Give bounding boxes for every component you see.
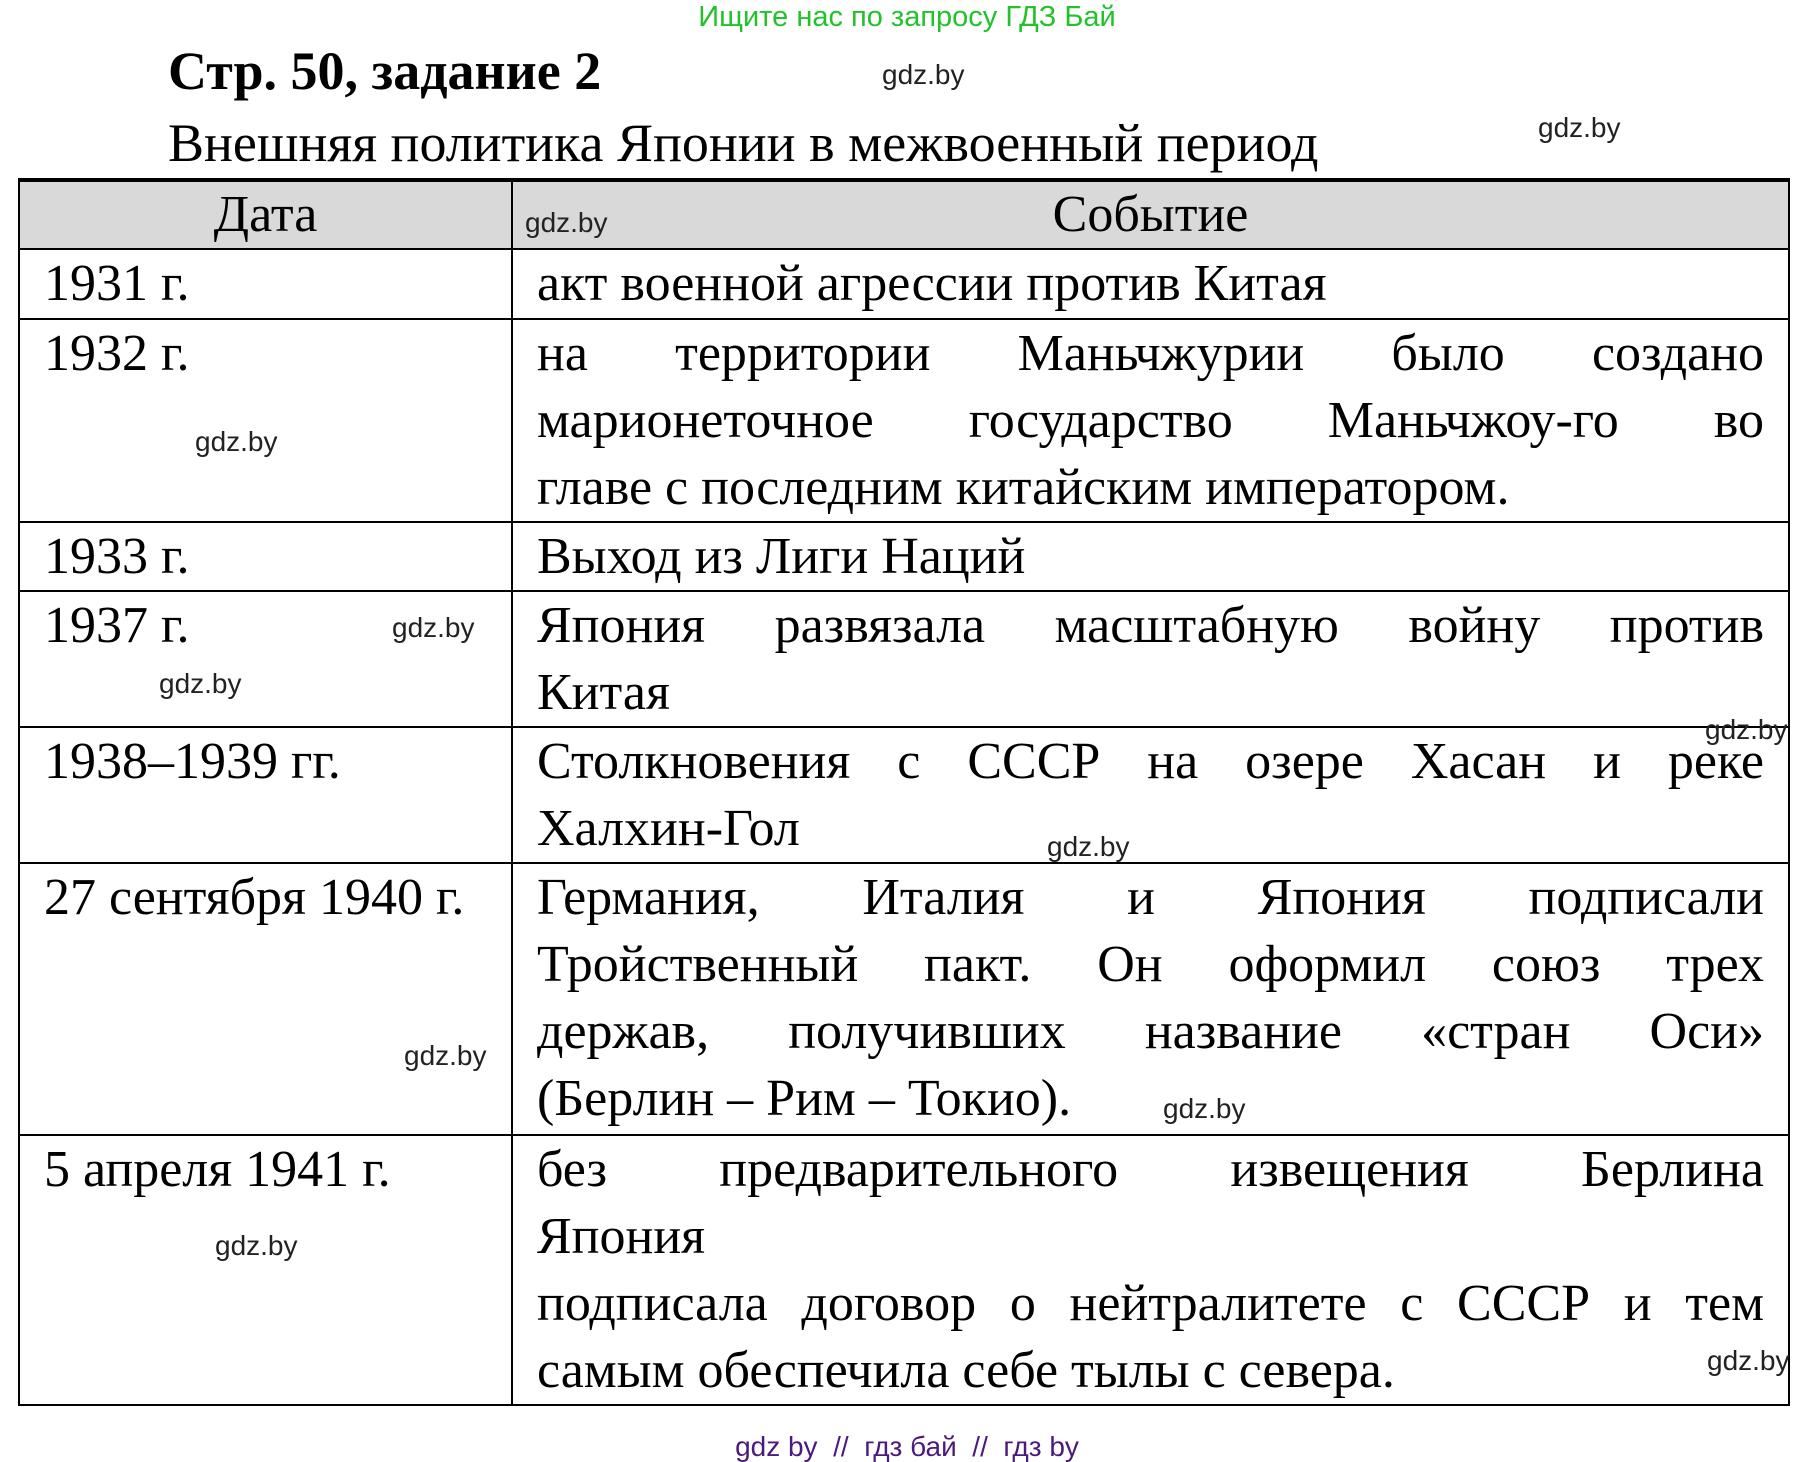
event-line: самым обеспечила себе тылы с севера. [537,1342,1395,1399]
event-line: подписала договор о нейтралитете с СССР и тем [537,1275,1764,1332]
table-row [19,591,1789,727]
watermark: gdz.by [404,1040,487,1071]
watermark: gdz.by [1705,714,1788,745]
event-line: главе с последним китайским императором. [537,459,1510,516]
event-line: Япония [537,1208,706,1265]
event-cell [512,1135,1789,1405]
table-row [19,727,1789,863]
watermark: gdz.by [215,1230,298,1261]
watermark: gdz.by [195,426,278,457]
watermark: gdz.by [882,59,965,90]
event-cell [512,727,1789,863]
table-caption: Внешняя политика Японии в межвоенный период [168,113,1319,173]
table-row [19,1135,1789,1405]
watermark: gdz.by [392,612,475,643]
date-cell: 1931 г. [19,249,512,319]
table-row [19,863,1789,1135]
promo-banner: Ищите нас по запросу ГДЗ Бай [698,1,1116,33]
date-cell: 1932 г. [19,319,512,522]
event-line: Столкновения с СССР на озере Хасан и реке [537,733,1764,790]
event-line: Выход из Лиги Наций [537,528,1026,585]
event-line: Германия, Италия и Япония подписали [537,869,1764,926]
table-row [19,249,1789,319]
table-header-row [19,180,1789,249]
event-line: Халхин-Гол [537,800,800,857]
event-line: Китая [537,664,670,721]
event-line: держав, получивших название «стран Оси» [537,1003,1764,1060]
event-cell [512,863,1789,1135]
event-cell [512,591,1789,727]
date-cell: 27 сентября 1940 г. [19,863,512,1135]
watermark: gdz.by [1047,831,1130,862]
header-event: Событие [512,180,1789,249]
watermark: gdz.by [1163,1093,1246,1124]
event-cell [512,319,1789,522]
table-row [19,522,1789,591]
watermark: gdz.by [1707,1345,1790,1376]
watermark: gdz.by [525,207,608,238]
footer-links: gdz by // гдз бай // гдз by [735,1431,1079,1462]
watermark: gdz.by [159,668,242,699]
event-line: акт военной агрессии против Китая [537,255,1327,312]
table-row [19,319,1789,522]
header-date: Дата [19,180,512,249]
event-cell [512,522,1789,591]
date-cell: 1937 г. [19,591,512,727]
events-table [18,178,1790,1406]
event-line: Япония развязала масштабную войну против [537,597,1764,654]
event-line: марионеточное государство Маньчжоу-го во [537,392,1764,449]
event-line: на территории Маньчжурии было создано [537,325,1764,382]
event-cell [512,249,1789,319]
date-cell: 5 апреля 1941 г. [19,1135,512,1405]
date-cell: 1938–1939 гг. [19,727,512,863]
page-title: Стр. 50, задание 2 [168,41,602,101]
event-line: (Берлин – Рим – Токио). [537,1070,1072,1127]
event-line: без предварительного извещения Берлина [537,1141,1764,1198]
date-cell: 1933 г. [19,522,512,591]
watermark: gdz.by [1538,112,1621,143]
event-line: Тройственный пакт. Он оформил союз трех [537,936,1764,993]
